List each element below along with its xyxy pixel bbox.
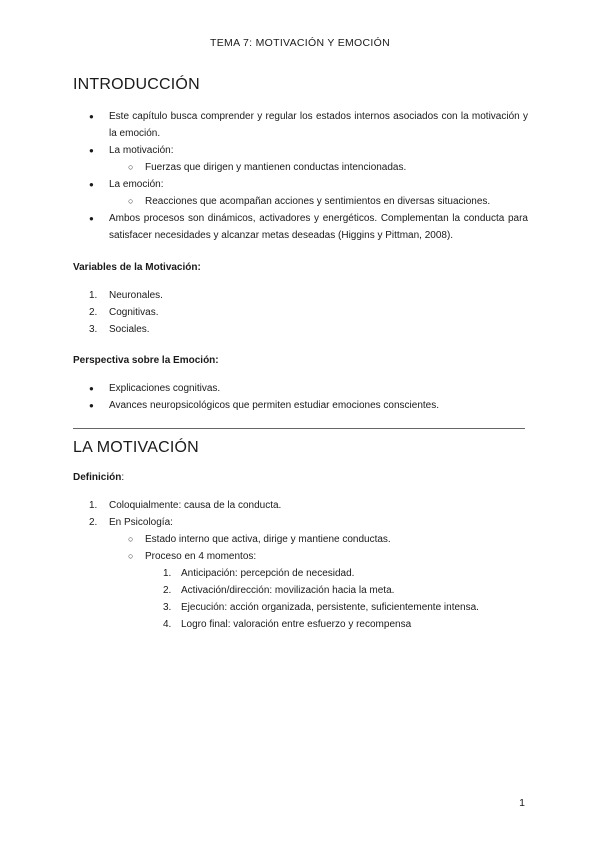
psicologia-sub-item: ○ Proceso en 4 momentos: 1. Anticipación: percepción de necesidad. 2. Activación/dirección: movilización hacia la meta. 3. Ejecución: acción organizada, persistente, suficientemente intensa. 4. Logro final: valoración entre esfuerzo y recompensa bbox=[109, 548, 528, 633]
momentos-list bbox=[145, 565, 528, 633]
intro-sub-list bbox=[109, 159, 528, 176]
intro-bullet: ● La emoción: ○ Reacciones que acompañan acciones y sentimientos en diversas situaciones. bbox=[73, 176, 528, 210]
intro-bullet: ● La motivación: ○ Fuerzas que dirigen y mantienen conductas intencionadas. bbox=[73, 142, 528, 176]
intro-sub-bullet: ○ Fuerzas que dirigen y mantienen conductas intencionadas. bbox=[109, 159, 528, 176]
intro-bullet: ● Este capítulo busca comprender y regular los estados internos asociados con la motivación y la emoción. bbox=[73, 108, 528, 142]
variables-item: 3. Sociales. bbox=[89, 324, 150, 335]
intro-bullet-list bbox=[73, 108, 528, 244]
document-body bbox=[73, 74, 528, 633]
definicion-item: 1. Coloquialmente: causa de la conducta. bbox=[89, 500, 282, 511]
variables-item: 2. Cognitivas. bbox=[89, 307, 159, 318]
page-header: TEMA 7: MOTIVACIÓN Y EMOCIÓN bbox=[210, 37, 390, 49]
definicion-list bbox=[73, 497, 528, 633]
page-number: 1 bbox=[519, 797, 525, 809]
perspectiva-item: ● Explicaciones cognitivas. bbox=[73, 380, 528, 397]
variables-item: 1. Neuronales. bbox=[89, 290, 163, 301]
momento-item: 4. Logro final: valoración entre esfuerzo y recompensa bbox=[163, 619, 412, 630]
definicion-heading: Definición: bbox=[73, 472, 125, 483]
intro-sub-bullet: ○ Reacciones que acompañan acciones y sentimientos en diversas situaciones. bbox=[109, 193, 528, 210]
psicologia-sub-item: ○ Estado interno que activa, dirige y mantiene conductas. bbox=[109, 531, 528, 548]
section-title-introduccion: INTRODUCCIÓN bbox=[73, 76, 200, 93]
momento-item: 3. Ejecución: acción organizada, persistente, suficientemente intensa. bbox=[163, 602, 479, 613]
section-divider bbox=[73, 428, 525, 429]
momento-item: 2. Activación/dirección: movilización hacia la meta. bbox=[163, 585, 395, 596]
intro-sub-list bbox=[109, 193, 528, 210]
perspectiva-item: ● Avances neuropsicológicos que permiten estudiar emociones conscientes. bbox=[73, 397, 528, 414]
perspectiva-heading: Perspectiva sobre la Emoción: bbox=[73, 355, 219, 366]
definicion-item: 2. En Psicología: ○ Estado interno que activa, dirige y mantiene conductas. ○ Proceso en 4 momentos: 1. Anticipación: percepción de necesidad. 2. Activación/dirección: movilización hacia la meta. 3. Ejecución: acción organizada, persistente, suficientemente intensa. 4. Logro final: valoración entre esfuerzo y recompensa bbox=[73, 514, 528, 633]
psicologia-sub-list bbox=[109, 531, 528, 633]
momento-item: 1. Anticipación: percepción de necesidad. bbox=[163, 568, 355, 579]
variables-list bbox=[73, 287, 528, 338]
section-title-motivacion: LA MOTIVACIÓN bbox=[73, 439, 199, 456]
intro-bullet: ● Ambos procesos son dinámicos, activadores y energéticos. Complementan la conducta para satisfacer necesidades y alcanzar metas deseadas (Higgins y Pittman, 2008). bbox=[73, 210, 528, 244]
perspectiva-list bbox=[73, 380, 528, 414]
variables-heading: Variables de la Motivación: bbox=[73, 262, 201, 273]
